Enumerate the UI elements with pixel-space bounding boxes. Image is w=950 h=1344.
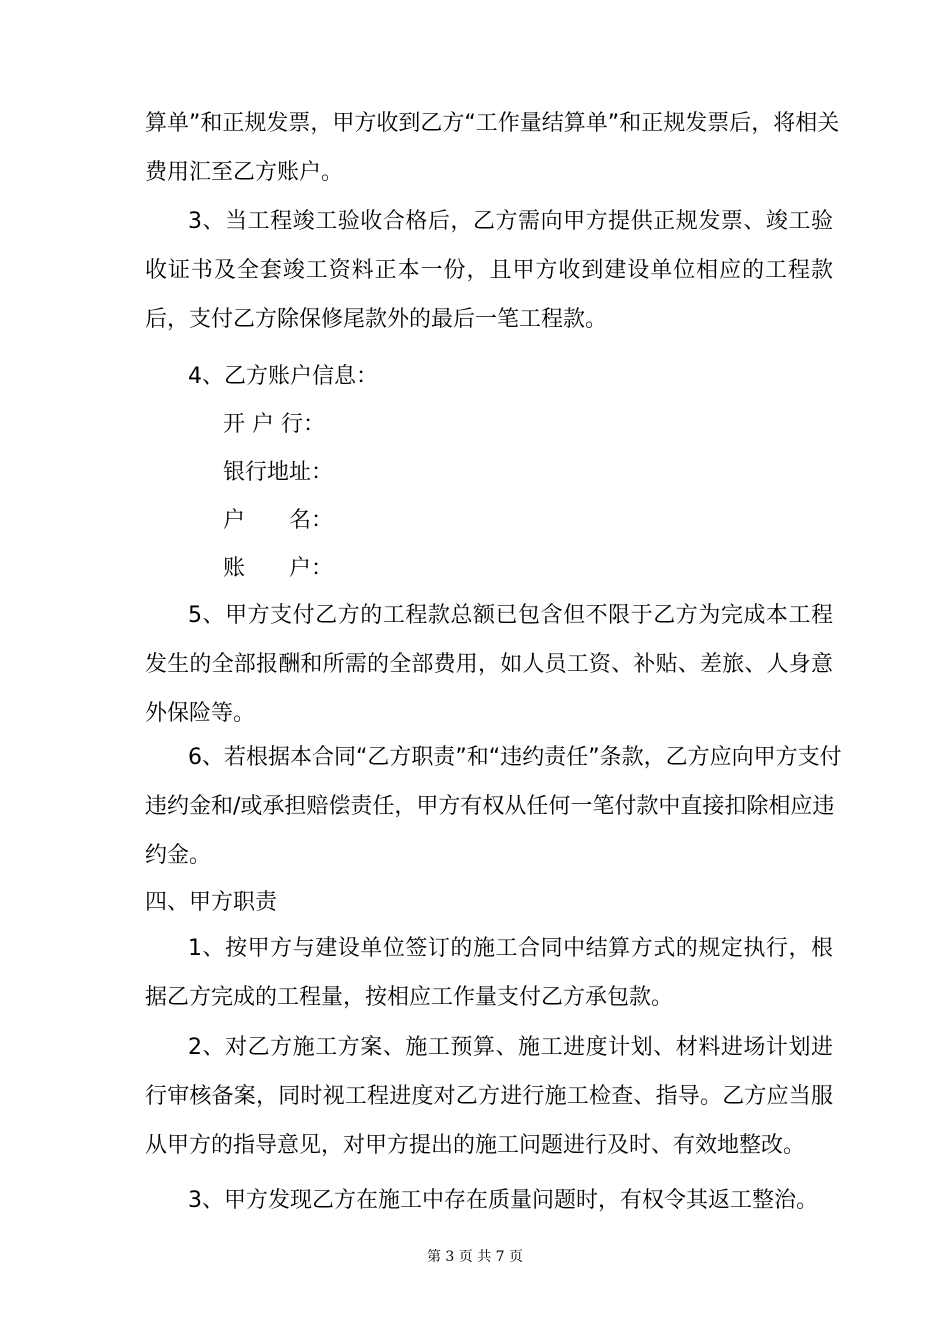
item-3-line-3: 后，支付乙方除保修尾款外的最后一笔工程款。: [145, 307, 608, 332]
section-4-item-2-line-1: 2、对乙方施工方案、施工预算、施工进度计划、材料进场计划进: [188, 1035, 833, 1060]
item-3-line-2: 收证书及全套竣工资料正本一份，且甲方收到建设单位相应的工程款: [145, 258, 833, 283]
section-4-item-3-line-1: 3、甲方发现乙方在施工中存在质量问题时，有权令其返工整治。: [188, 1188, 818, 1213]
section-4-item-1-line-2: 据乙方完成的工程量，按相应工作量支付乙方承包款。: [145, 985, 674, 1010]
page-number-footer: 第 3 页 共 7 页: [426, 1249, 524, 1265]
item-4-title: 4、乙方账户信息：: [188, 364, 378, 389]
section-4-item-1-line-1: 1、按甲方与建设单位签订的施工合同中结算方式的规定执行，根: [188, 936, 833, 961]
section-heading: 四、甲方职责: [145, 890, 278, 915]
item-6-line-1: 6、若根据本合同“乙方职责”和“违约责任”条款，乙方应向甲方支付: [188, 745, 842, 770]
paragraph-line: 费用汇至乙方账户。: [145, 160, 344, 185]
item-6-line-3: 约金。: [145, 843, 212, 868]
account-field-bank-address: 银行地址：: [223, 460, 334, 485]
item-5-line-1: 5、甲方支付乙方的工程款总额已包含但不限于乙方为完成本工程: [188, 603, 833, 628]
paragraph-line: 算单”和正规发票，甲方收到乙方“工作量结算单”和正规发票后，将相关: [145, 111, 840, 136]
section-4-item-2-line-3: 从甲方的指导意见，对甲方提出的施工问题进行及时、有效地整改。: [145, 1133, 806, 1158]
item-6-line-2: 违约金和/或承担赔偿责任，甲方有权从任何一笔付款中直接扣除相应违: [145, 794, 835, 819]
item-3-line-1: 3、当工程竣工验收合格后，乙方需向甲方提供正规发票、竣工验: [188, 209, 833, 234]
section-4-item-2-line-2: 行审核备案，同时视工程进度对乙方进行施工检查、指导。乙方应当服: [145, 1084, 833, 1109]
item-5-line-2: 发生的全部报酬和所需的全部费用，如人员工资、补贴、差旅、人身意: [145, 652, 833, 677]
item-5-line-3: 外保险等。: [145, 701, 256, 726]
account-field-name: 户 名：: [223, 508, 334, 533]
account-field-number: 账 户：: [223, 556, 334, 581]
account-field-bank: 开 户 行：: [223, 412, 325, 437]
